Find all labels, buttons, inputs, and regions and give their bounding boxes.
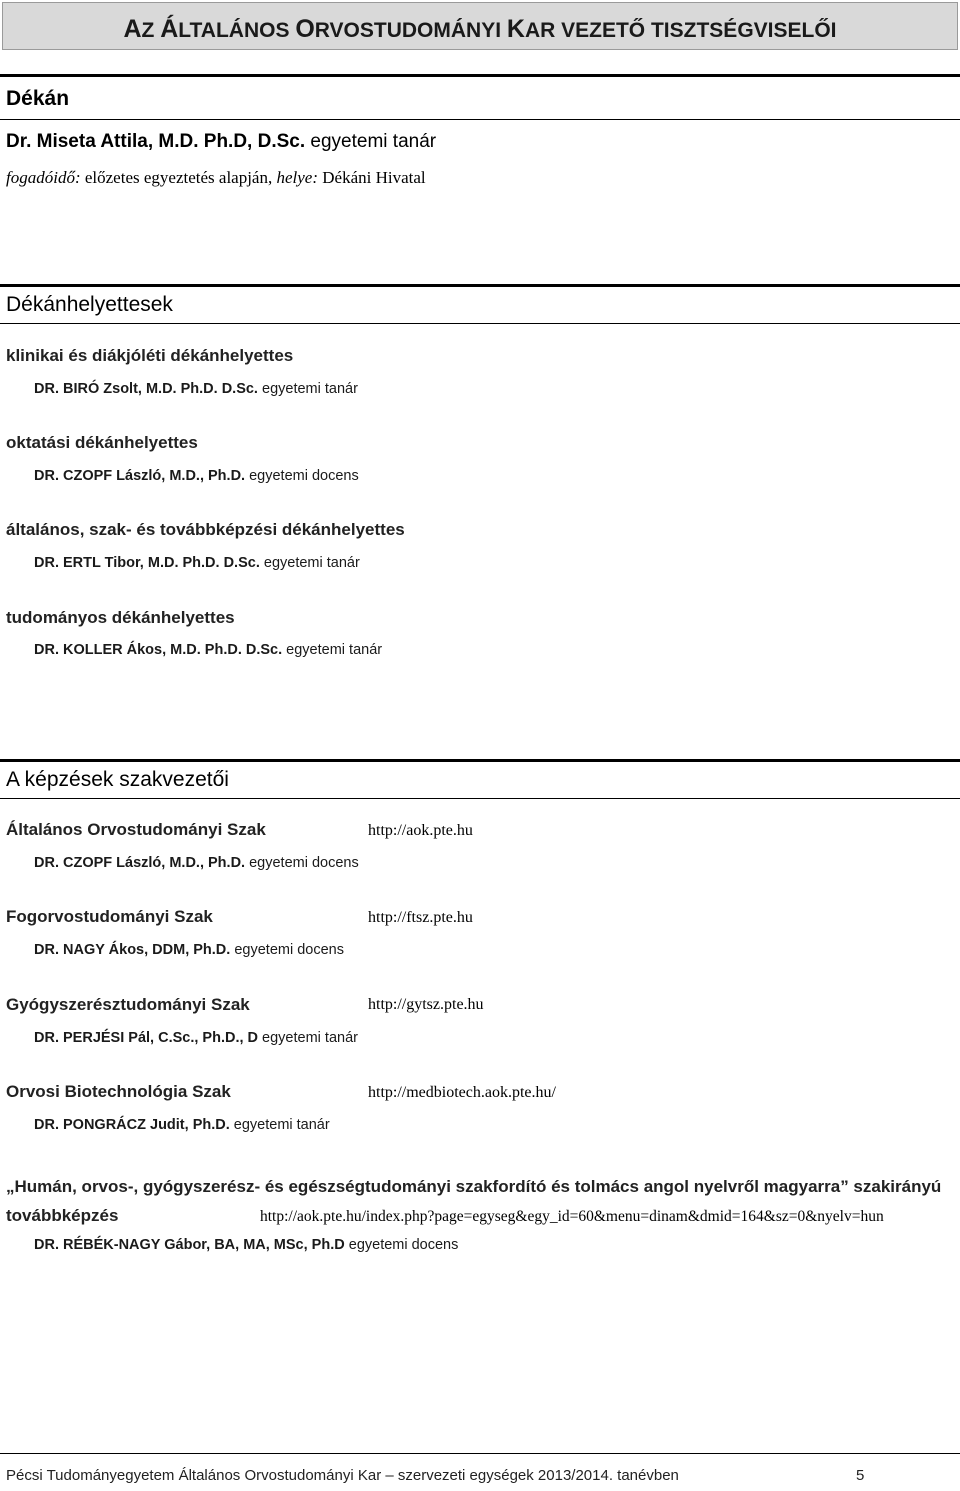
program-leader: DR. CZOPF László, M.D., Ph.D. egyetemi docens <box>34 855 359 871</box>
page-title: AZ ÁLTALÁNOS ORVOSTUDOMÁNYI KAR VEZETŐ TISZTSÉGVISELŐI <box>123 15 837 43</box>
section-divider <box>0 759 960 762</box>
office-label: fogadóidő: <box>6 168 81 187</box>
program-leader: DR. PONGRÁCZ Judit, Ph.D. egyetemi tanár <box>34 1117 330 1133</box>
dean-heading: Dékán <box>6 87 70 110</box>
title-banner <box>2 2 958 50</box>
program-link[interactable]: http://ftsz.pte.hu <box>368 909 473 926</box>
special-program-title: „Humán, orvos-, gyógyszerész- és egészségtudományi szakfordító és tolmács angol nyelvről magyarra” szakirányú <box>6 1177 942 1196</box>
program-leader: DR. RÉBÉK-NAGY Gábor, BA, MA, MSc, Ph.D egyetemi docens <box>34 1237 459 1253</box>
special-program-title-cont: továbbképzés <box>6 1206 119 1225</box>
vice-dean-title: oktatási dékánhelyettes <box>6 433 198 452</box>
section-divider <box>0 74 960 77</box>
vice-dean-title: általános, szak- és továbbképzési dékánhelyettes <box>6 520 405 539</box>
program-title: Általános Orvostudományi Szak <box>6 820 266 839</box>
section-divider <box>0 798 960 799</box>
footer-text: Pécsi Tudományegyetem Általános Orvostudományi Kar – szervezeti egységek 2013/2014. tanévben <box>6 1467 679 1484</box>
section-divider <box>0 119 960 120</box>
program-title: Orvosi Biotechnológia Szak <box>6 1082 231 1101</box>
programs-heading: A képzések szakvezetői <box>6 768 229 791</box>
program-link[interactable]: http://gytsz.pte.hu <box>368 996 484 1013</box>
program-link[interactable]: http://medbiotech.aok.pte.hu/ <box>368 1084 556 1101</box>
page-number: 5 <box>856 1467 865 1484</box>
dean-office-hours: fogadóidő: előzetes egyeztetés alapján, helye: Dékáni Hivatal <box>6 168 426 187</box>
vice-dean-person: DR. ERTL Tibor, M.D. Ph.D. D.Sc. egyetemi tanár <box>34 555 360 571</box>
dean-name: Dr. Miseta Attila, M.D. Ph.D, D.Sc. <box>6 131 306 152</box>
program-title: Gyógyszerésztudományi Szak <box>6 995 250 1014</box>
dean-role: egyetemi tanár <box>310 131 437 152</box>
section-divider <box>0 323 960 324</box>
section-divider <box>0 284 960 287</box>
vice-dean-person: DR. BIRÓ Zsolt, M.D. Ph.D. D.Sc. egyetemi tanár <box>34 381 358 397</box>
vice-deans-heading: Dékánhelyettesek <box>6 293 173 316</box>
program-leader: DR. NAGY Ákos, DDM, Ph.D. egyetemi docens <box>34 942 344 958</box>
dean-name-line <box>6 131 436 153</box>
program-title: Fogorvostudományi Szak <box>6 907 213 926</box>
special-program-link[interactable]: http://aok.pte.hu/index.php?page=egyseg&egy_id=60&menu=dinam&dmid=164&sz=0&nyelv=hun <box>260 1208 884 1225</box>
vice-dean-title: klinikai és diákjóléti dékánhelyettes <box>6 346 294 365</box>
footer-divider <box>0 1453 960 1454</box>
vice-dean-title: tudományos dékánhelyettes <box>6 608 235 627</box>
vice-dean-person: DR. KOLLER Ákos, M.D. Ph.D. D.Sc. egyetemi tanár <box>34 642 383 658</box>
program-link[interactable]: http://aok.pte.hu <box>368 822 473 839</box>
program-leader: DR. PERJÉSI Pál, C.Sc., Ph.D., D egyetemi tanár <box>34 1030 358 1046</box>
vice-dean-person: DR. CZOPF László, M.D., Ph.D. egyetemi docens <box>34 468 359 484</box>
place-label: helye: <box>276 168 319 187</box>
